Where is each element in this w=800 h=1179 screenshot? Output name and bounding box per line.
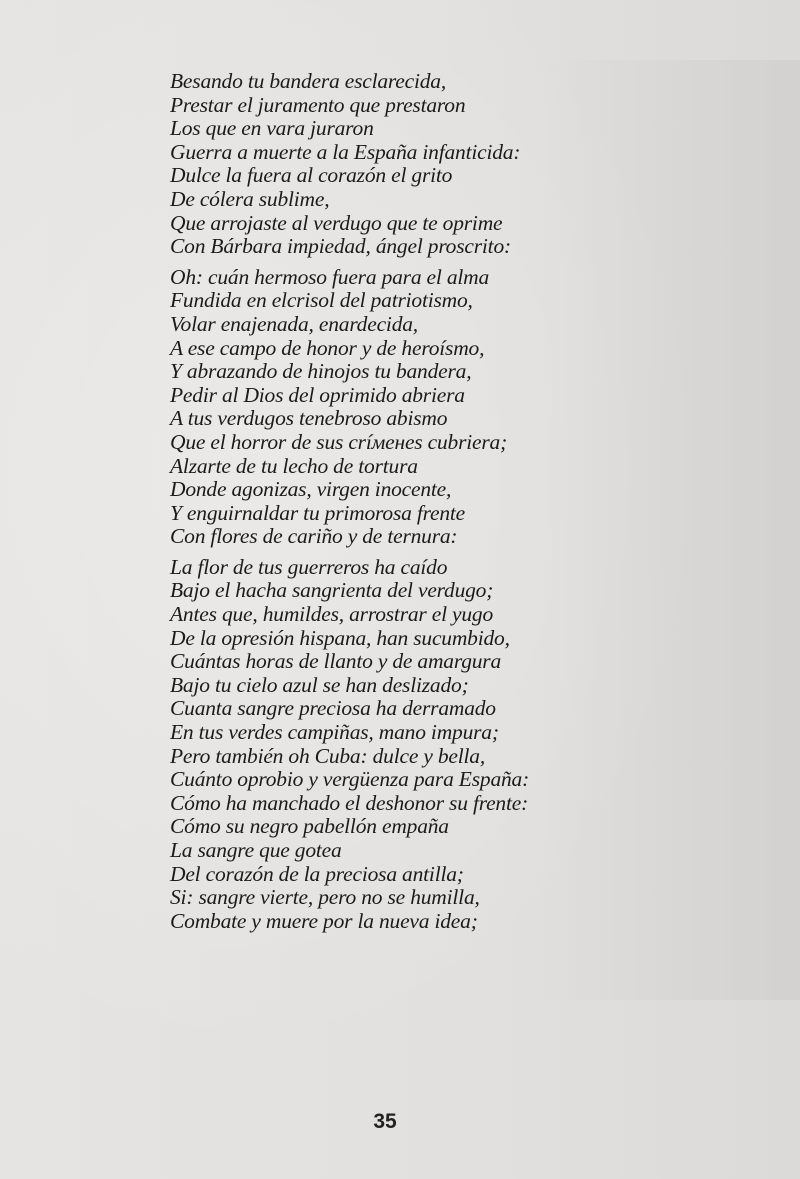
stanza-2 bbox=[170, 266, 590, 549]
poem-line: Pedir al Dios del oprimido abriera bbox=[170, 382, 465, 407]
poem-line: Fundida en elcrisol del patriotismo, bbox=[170, 288, 473, 313]
poem-line: A ese campo de honor y de heroísmo, bbox=[170, 335, 485, 360]
poem-line: A tus verdugos tenebroso abismo bbox=[170, 406, 448, 431]
poem-line: Con flores de cariño y de ternura: bbox=[170, 524, 458, 549]
poem-line: Cuanta sangre preciosa ha derramado bbox=[170, 696, 496, 721]
poem-line: Prestar el juramento que prestaron bbox=[170, 92, 466, 117]
poem-line: Bajo tu cielo azul se han deslizado; bbox=[170, 672, 469, 697]
poem-line: Volar enajenada, enardecida, bbox=[170, 311, 418, 336]
stanza-3 bbox=[170, 556, 590, 934]
poem-line: Donde agonizas, virgen inocente, bbox=[170, 477, 452, 502]
poem-line: Combate y muere por la nueva idea; bbox=[170, 908, 478, 933]
poem-line: Besando tu bandera esclarecida, bbox=[170, 69, 447, 93]
poem-line: Cómo ha manchado el deshonor su frente: bbox=[170, 790, 529, 815]
poem-line: Y enguirnaldar tu primorosa frente bbox=[170, 500, 466, 525]
poem-line: De la opresión hispana, han sucumbido, bbox=[170, 625, 510, 650]
poem-line: Cuántas horas de llanto y de amargura bbox=[170, 649, 502, 674]
poem-line: Antes que, humildes, arrostrar el yugo bbox=[170, 602, 494, 627]
poem-line: Alzarte de tu lecho de tortura bbox=[170, 453, 418, 478]
poem-line: Pero también oh Cuba: dulce y bella, bbox=[170, 743, 486, 768]
poem-line: Del corazón de la preciosa antilla; bbox=[170, 861, 464, 886]
poem-line: Cuánto oprobio y vergüenza para España: bbox=[170, 767, 530, 792]
poem-line: En tus verdes campiñas, mano impura; bbox=[170, 720, 499, 745]
poem-line: Que el horror de sus críменes cubriera; bbox=[170, 429, 508, 454]
poem-line: Dulce la fuera al corazón el grito bbox=[170, 163, 453, 188]
page-number: 35 bbox=[373, 1110, 397, 1133]
poem-line: Con Bárbara impiedad, ángel proscrito: bbox=[170, 234, 511, 259]
poem-line: Los que en vara juraron bbox=[170, 116, 374, 141]
poem-line: Oh: cuán hermoso fuera para el alma bbox=[170, 264, 490, 289]
poem-line: Que arrojaste al verdugo que te oprime bbox=[170, 210, 503, 235]
poem-line: La flor de tus guerreros ha caído bbox=[170, 554, 448, 579]
poem-line: Guerra a muerte a la España infanticida: bbox=[170, 139, 521, 164]
poem bbox=[170, 70, 590, 933]
poem-line: La sangre que gotea bbox=[170, 838, 342, 862]
poem-line: Bajo el hacha sangrienta del verdugo; bbox=[170, 578, 494, 603]
stanza-1 bbox=[170, 70, 590, 259]
poem-line: De cólera sublime, bbox=[170, 186, 330, 211]
poem-line: Si: sangre vierte, pero no se humilla, bbox=[170, 885, 480, 910]
poem-line: Y abrazando de hinojos tu bandera, bbox=[170, 359, 472, 384]
poem-line: Cómo su negro pabellón empaña bbox=[170, 814, 449, 839]
